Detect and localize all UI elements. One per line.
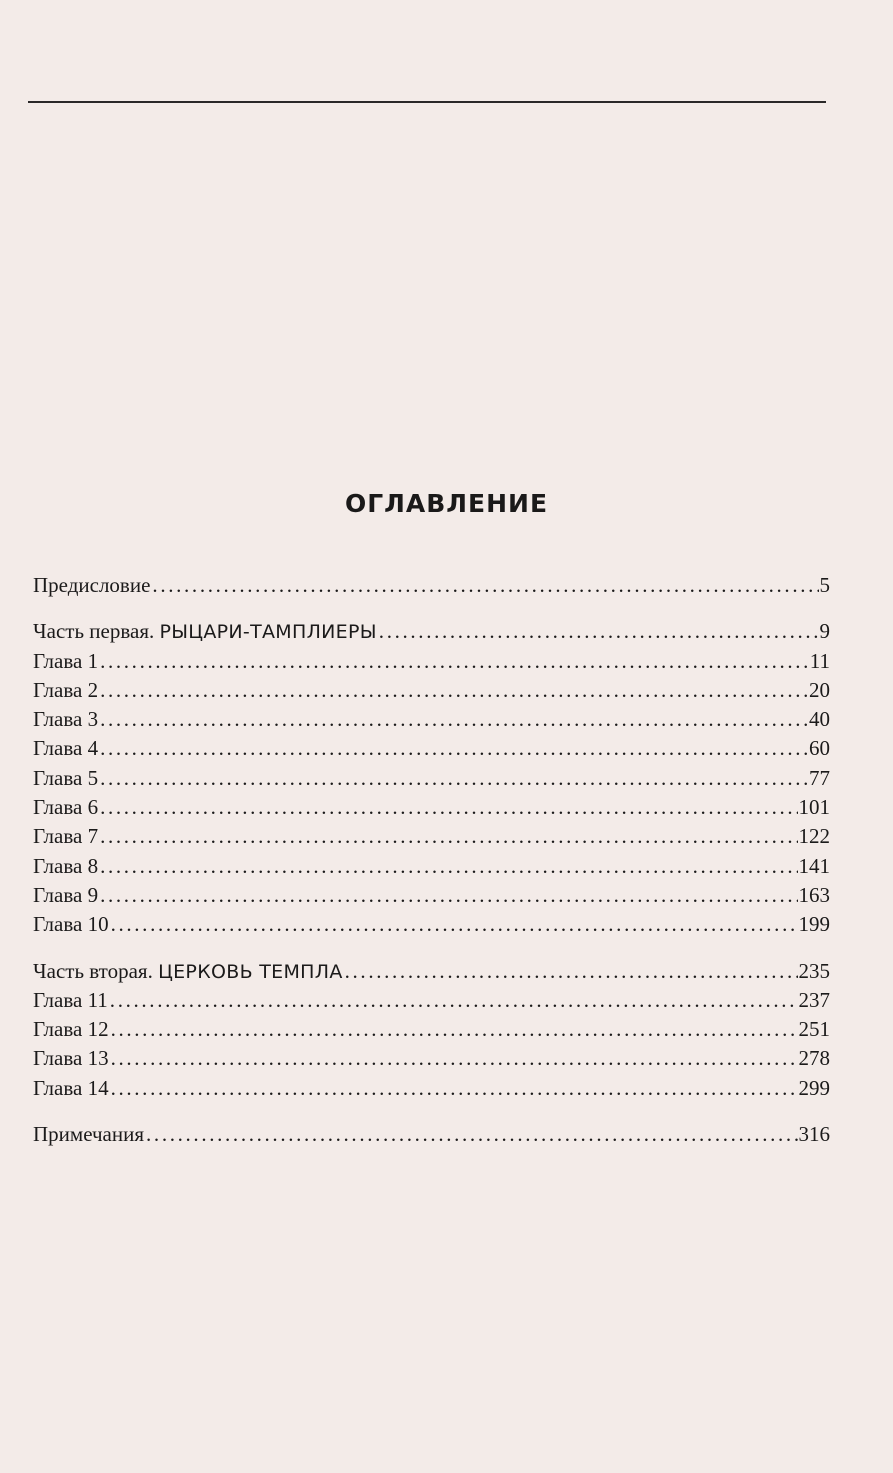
- toc-entry-label-text: Глава 1: [33, 648, 99, 673]
- toc-entry: [33, 764, 830, 793]
- toc-entry-label-text: Часть вторая.: [33, 958, 159, 983]
- toc-dot-leader: [111, 1044, 798, 1073]
- toc-entry-label: [33, 910, 111, 939]
- toc-dot-leader: [111, 1015, 798, 1044]
- table-of-contents: [33, 571, 830, 1149]
- toc-page-number: 141: [798, 853, 830, 878]
- toc-dot-leader: [100, 734, 808, 763]
- toc-entry-label: [33, 881, 100, 910]
- toc-dot-leader: [100, 676, 808, 705]
- toc-page-number: 40: [809, 707, 830, 732]
- toc-entry-label-text: Глава 11: [33, 987, 108, 1012]
- toc-dot-leader: [146, 1120, 797, 1149]
- toc-page-number: 299: [798, 1075, 830, 1100]
- toc-dot-leader: [100, 852, 797, 881]
- toc-part-title: ЦЕРКОВЬ ТЕМПЛА: [158, 960, 343, 983]
- toc-entry-label: [33, 1120, 146, 1149]
- toc-page-number: 251: [798, 1017, 830, 1042]
- toc-entry: [33, 822, 830, 851]
- toc-entry-label: [33, 1015, 111, 1044]
- toc-entry: [33, 676, 830, 705]
- toc-dot-leader: [111, 1074, 798, 1103]
- toc-entry-label: [33, 1044, 111, 1073]
- toc-entry: [33, 881, 830, 910]
- toc-dot-leader: [111, 910, 798, 939]
- toc-entry-label-text: Предисловие: [33, 573, 151, 597]
- toc-entry-label-text: Глава 5: [33, 765, 99, 790]
- toc-entry-label-text: Глава 4: [33, 736, 99, 761]
- toc-page-number: 20: [809, 677, 830, 702]
- toc-entry-label: [33, 852, 100, 881]
- toc-dot-leader: [100, 822, 797, 851]
- toc-dot-leader: [110, 986, 798, 1015]
- header-rule: [28, 101, 826, 103]
- toc-entry-label: [33, 793, 100, 822]
- toc-entry: [33, 957, 830, 986]
- toc-entry-label-text: Глава 7: [33, 824, 99, 849]
- toc-entry-label: [33, 957, 345, 986]
- toc-entry-label: [33, 1074, 111, 1103]
- toc-page-number: 77: [809, 765, 830, 790]
- toc-entry-label-text: Глава 2: [33, 677, 99, 702]
- toc-dot-leader: [100, 764, 808, 793]
- toc-page-number: 11: [809, 648, 830, 673]
- toc-entry: [33, 1074, 830, 1103]
- toc-page-number: 163: [798, 882, 830, 907]
- toc-page-number: 237: [798, 987, 830, 1012]
- toc-page-number: 5: [819, 573, 830, 597]
- toc-entry: [33, 1015, 830, 1044]
- toc-page-number: 199: [798, 912, 830, 937]
- toc-entry-label: [33, 734, 100, 763]
- toc-dot-leader: [379, 617, 819, 646]
- toc-page-number: 101: [798, 795, 830, 820]
- toc-entry: [33, 793, 830, 822]
- toc-entry-label: [33, 705, 100, 734]
- toc-entry-label-text: Глава 13: [33, 1046, 109, 1071]
- toc-entry-label-text: Глава 14: [33, 1075, 109, 1100]
- toc-entry-label-text: Примечания: [33, 1122, 145, 1147]
- toc-entry: [33, 1044, 830, 1073]
- toc-entry-label-text: Глава 10: [33, 912, 109, 937]
- toc-dot-leader: [100, 793, 797, 822]
- toc-entry: [33, 647, 830, 676]
- toc-dot-leader: [345, 957, 798, 986]
- toc-page-number: 122: [798, 824, 830, 849]
- toc-entry-label: [33, 676, 100, 705]
- toc-page-number: 278: [798, 1046, 830, 1071]
- toc-dot-leader: [152, 571, 818, 600]
- toc-entry-label-text: Глава 9: [33, 882, 99, 907]
- toc-page-number: 316: [798, 1122, 830, 1147]
- toc-entry: [33, 852, 830, 881]
- toc-entry-label: [33, 764, 100, 793]
- toc-entry-label-text: Часть первая.: [33, 619, 160, 644]
- toc-entry-label-text: Глава 3: [33, 707, 99, 732]
- toc-entry: [33, 1120, 830, 1149]
- toc-entry: [33, 910, 830, 939]
- toc-page-number: 60: [809, 736, 830, 761]
- toc-entry-label: [33, 571, 152, 600]
- toc-part-title: РЫЦАРИ-ТАМПЛИЕРЫ: [159, 621, 377, 644]
- toc-entry: [33, 705, 830, 734]
- toc-dot-leader: [100, 881, 797, 910]
- toc-entry: [33, 986, 830, 1015]
- toc-dot-leader: [100, 647, 809, 676]
- toc-entry-label-text: Глава 6: [33, 795, 99, 820]
- toc-entry-label: [33, 822, 100, 851]
- toc-page-number: 9: [819, 619, 830, 644]
- toc-entry-label-text: Глава 12: [33, 1017, 109, 1042]
- toc-entry: [33, 734, 830, 763]
- toc-title: ОГЛАВЛЕНИЕ: [344, 489, 549, 518]
- toc-entry: [33, 617, 830, 646]
- toc-dot-leader: [100, 705, 808, 734]
- toc-entry-label: [33, 986, 110, 1015]
- toc-entry-label-text: Глава 8: [33, 853, 99, 878]
- toc-entry-label: [33, 617, 379, 646]
- toc-entry: [33, 571, 830, 600]
- toc-entry-label: [33, 647, 100, 676]
- toc-page-number: 235: [798, 958, 830, 983]
